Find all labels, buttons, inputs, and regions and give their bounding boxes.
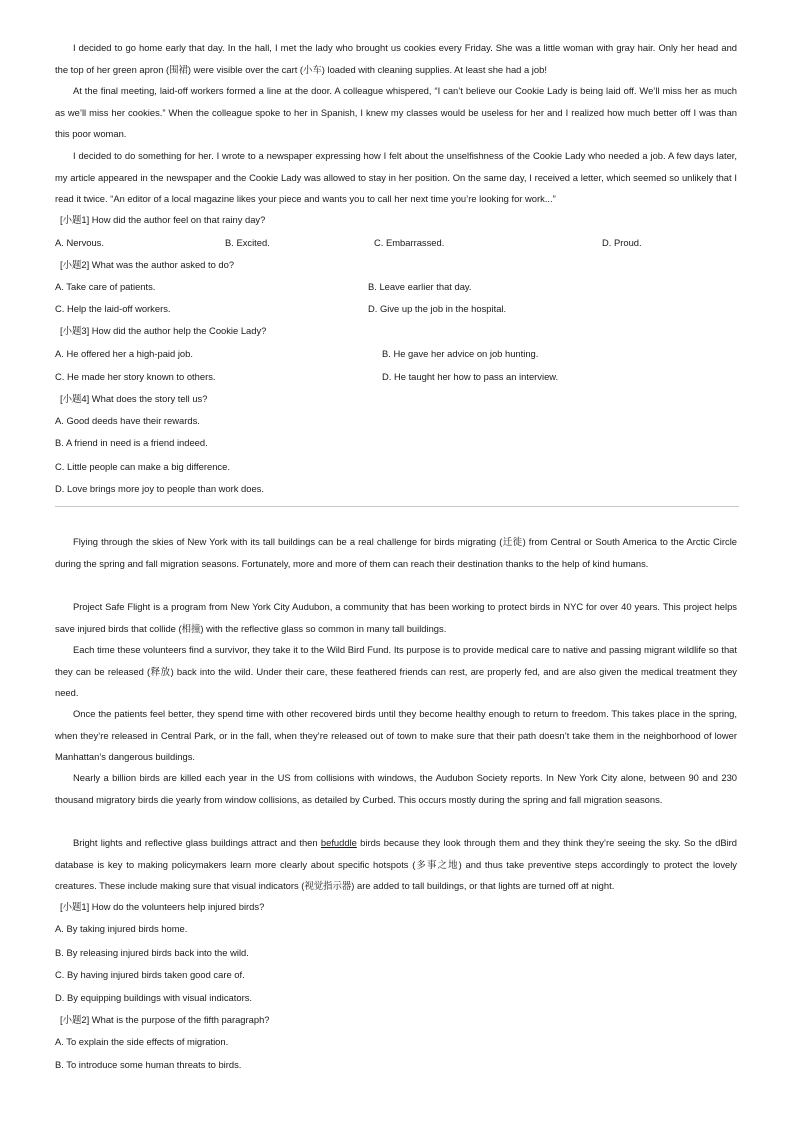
p1q3-option-b: B. He gave her advice on job hunting.: [382, 348, 539, 359]
p6-text-after: birds because they look through them and they think they’re seeing the sky. So the dBird database is key to making policymakers learn more clearly about specific hotspots (多事之地) and thus take preventive steps accordingly to protect the lovely creatures. These include making sure that visual indicators (视觉指示器) are added to tall buildings, or that lights are turned off at night.: [55, 837, 737, 891]
passage1-paragraph-1: I decided to go home early that day. In the hall, I met the lady who brought us cookies every Friday. She was a little woman with gray hair. Only her head and the top of her green apron (围裙) were visible over the cart (小车) loaded with cleaning supplies. At least she had a job!: [55, 42, 737, 75]
passage1-question-3: [小题3] How did the author help the Cookie Lady?: [60, 325, 267, 336]
p2q2-option-a: A. To explain the side effects of migration.: [55, 1036, 229, 1047]
p2q1-option-b: B. By releasing injured birds back into the wild.: [55, 947, 249, 958]
p6-text-before: Bright lights and reflective glass buildings attract and then: [73, 837, 321, 848]
p1q2-option-c: C. Help the laid-off workers.: [55, 303, 171, 314]
passage2-question-2: [小题2] What is the purpose of the fifth paragraph?: [60, 1014, 270, 1025]
passage1-question-2: [小题2] What was the author asked to do?: [60, 259, 235, 270]
p1q2-option-d: D. Give up the job in the hospital.: [368, 303, 507, 314]
p1q1-option-b: B. Excited.: [225, 237, 270, 248]
passage1-paragraph-3: I decided to do something for her. I wrote to a newspaper expressing how I felt about the unselfishness of the Cookie Lady who needed a job. A few days later, my article appeared in the newspaper and the Cookie Lady was allowed to stay in her position. On the same day, I received a letter, which seemed so unlikely that I read it twice. “An editor of a local magazine likes your piece and wants you to call her next time you’re looking for work...”: [55, 150, 737, 204]
passage1-question-1: [小题1] How did the author feel on that rainy day?: [60, 214, 266, 225]
p2q1-option-a: A. By taking injured birds home.: [55, 923, 188, 934]
underlined-word: befuddle: [320, 837, 357, 848]
p1q4-option-b: B. A friend in need is a friend indeed.: [55, 437, 208, 448]
p1q2-option-a: A. Take care of patients.: [55, 281, 156, 292]
p1q4-option-a: A. Good deeds have their rewards.: [55, 415, 200, 426]
passage2-paragraph-4: Once the patients feel better, they spend time with other recovered birds until they become healthy enough to return to freedom. This takes place in the spring, when they’re released in Central Park, or in the fall, when they’re released out of town to make sure that their path doesn’t take them in the neighborhood of lower Manhattan’s dangerous buildings.: [55, 708, 737, 762]
passage2-paragraph-1: Flying through the skies of New York with its tall buildings can be a real challenge for birds migrating (迁徙) from Central or South America to the Arctic Circle during the spring and fall migration seasons. Fortunately, more and more of them can reach their destination thanks to the help of kind humans.: [55, 536, 737, 569]
p1q4-option-c: C. Little people can make a big difference.: [55, 461, 230, 472]
section-divider: [55, 506, 739, 507]
passage2-question-1: [小题1] How do the volunteers help injured birds?: [60, 901, 265, 912]
passage2-paragraph-5: Nearly a billion birds are killed each year in the US from collisions with windows, the Audubon Society reports. In New York City alone, between 90 and 230 thousand migratory birds die yearly from window collisions, as detailed by Curbed. This occurs mostly during the spring and fall migration seasons.: [55, 772, 737, 805]
p1q2-option-b: B. Leave earlier that day.: [368, 281, 472, 292]
p1q1-option-c: C. Embarrassed.: [374, 237, 445, 248]
p2q1-option-d: D. By equipping buildings with visual indicators.: [55, 992, 252, 1003]
p1q4-option-d: D. Love brings more joy to people than work does.: [55, 483, 264, 494]
p1q3-option-d: D. He taught her how to pass an interview.: [382, 371, 559, 382]
p1q3-option-c: C. He made her story known to others.: [55, 371, 216, 382]
p2q2-option-b: B. To introduce some human threats to birds.: [55, 1059, 242, 1070]
passage1-question-4: [小题4] What does the story tell us?: [60, 393, 208, 404]
passage2-paragraph-6: [55, 832, 737, 897]
p2q1-option-c: C. By having injured birds taken good care of.: [55, 969, 245, 980]
p1q3-option-a: A. He offered her a high-paid job.: [55, 348, 193, 359]
passage2-paragraph-3: Each time these volunteers find a survivor, they take it to the Wild Bird Fund. Its purpose is to provide medical care to native and passing migrant wildlife so that they can be released (释放) back into the wild. Under their care, these feathered friends can rest, are properly fed, and are also given the medical treatment they need.: [55, 644, 737, 698]
passage1-paragraph-2: At the final meeting, laid-off workers formed a line at the door. A colleague whispered, “I can’t believe our Cookie Lady is being laid off. We’ll miss her as much as we’ll miss her cookies.” When the colleague spoke to her in Spanish, I knew my classes would be useless for her and I realized how much better off I was than this poor woman.: [55, 85, 737, 139]
passage2-paragraph-2: Project Safe Flight is a program from New York City Audubon, a community that has been working to protect birds in NYC for over 40 years. This project helps save injured birds that collide (相撞) with the reflective glass so common in many tall buildings.: [55, 601, 737, 634]
p1q1-option-d: D. Proud.: [602, 237, 642, 248]
p1q1-option-a: A. Nervous.: [55, 237, 104, 248]
